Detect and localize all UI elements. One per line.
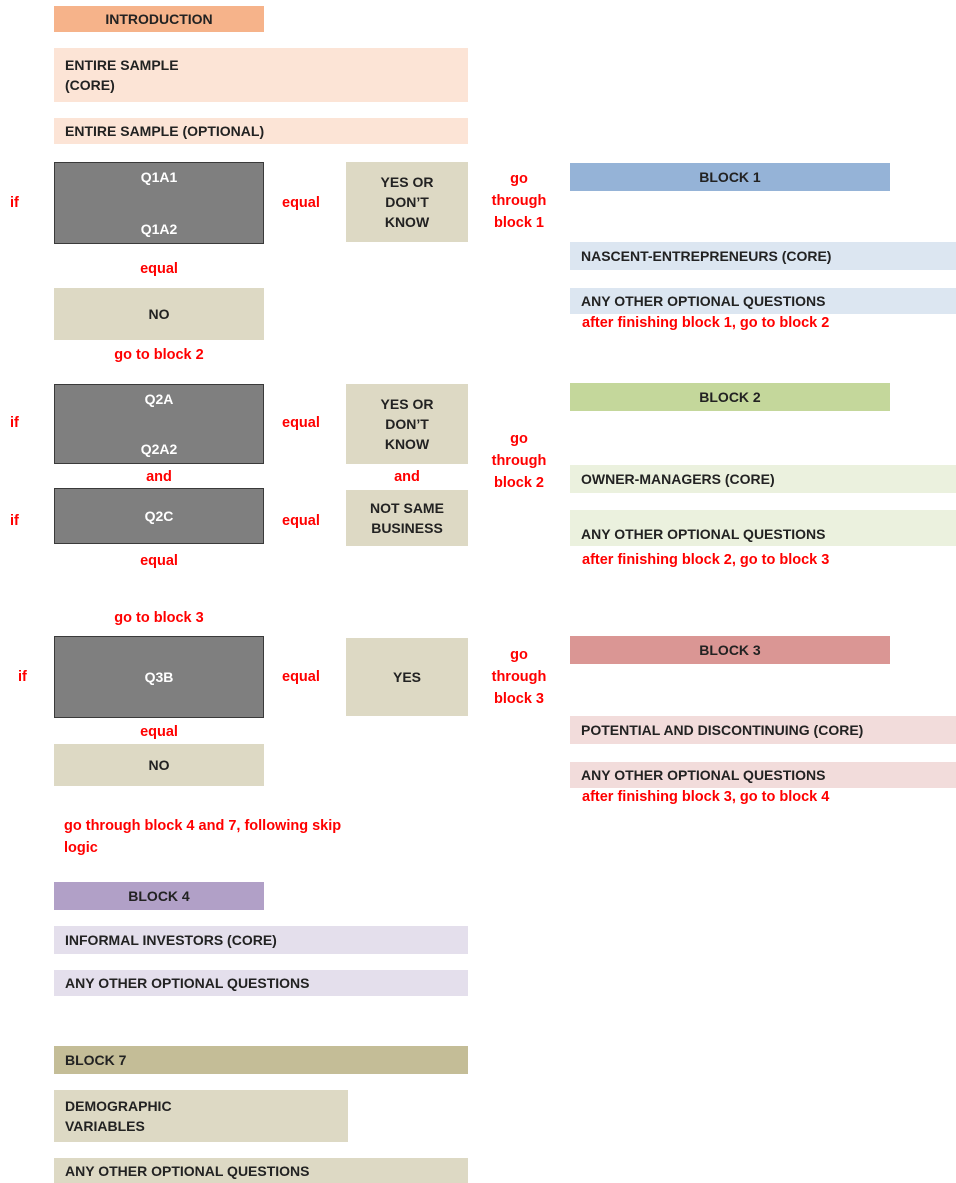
block1-optional-label: ANY OTHER OPTIONAL QUESTIONS	[581, 293, 826, 309]
block4-header-label: BLOCK 4	[128, 888, 190, 904]
block2-optional-row	[570, 510, 956, 546]
block2-core-label: OWNER-MANAGERS (CORE)	[581, 471, 775, 487]
section2-go-line1: go	[510, 431, 528, 447]
section2-go-line3: block 2	[494, 475, 544, 491]
answer2-line2: DON’T	[385, 416, 429, 432]
question-q1a1: Q1A1	[140, 169, 178, 185]
answer-not-same-line2: BUSINESS	[371, 520, 443, 536]
block1-optional-row	[570, 288, 956, 314]
section2-equal-1: equal	[282, 415, 320, 431]
section3-equal-below: equal	[140, 724, 178, 740]
section2-equal-below: equal	[140, 553, 178, 569]
entire-sample-core-line1: ENTIRE SAMPLE	[65, 57, 179, 73]
block3-after-note: after finishing block 3, go to block 4	[582, 789, 830, 805]
section3-go-next-line2: logic	[64, 840, 98, 856]
block3-header	[570, 636, 890, 664]
block2-core-row	[570, 465, 956, 493]
section2-and-right: and	[394, 469, 420, 485]
section2-equal-2: equal	[282, 513, 320, 529]
answer1-line1: YES OR	[380, 174, 434, 190]
question-q1a2: Q1A2	[140, 221, 178, 237]
section3-go-next-line1: go through block 4 and 7, following skip	[64, 818, 342, 834]
section2-go-to-block3: go to block 3	[114, 610, 204, 626]
section3-equal: equal	[282, 669, 320, 685]
section2-if-1: if	[10, 415, 19, 431]
answer-box-no-1	[54, 288, 264, 340]
block4-optional-row	[54, 970, 468, 996]
block3-core-row	[570, 716, 956, 744]
section3-if: if	[18, 669, 27, 685]
entire-sample-core-box	[54, 48, 468, 102]
section3-go-line2: through	[491, 669, 547, 685]
block3-optional-row	[570, 762, 956, 788]
section3-go-line3: block 3	[494, 691, 544, 707]
block4-core-label: INFORMAL INVESTORS (CORE)	[65, 932, 277, 948]
entire-sample-core-line2: (CORE)	[65, 77, 115, 93]
answer1-line3: KNOW	[384, 214, 430, 230]
section2-if-2: if	[10, 513, 19, 529]
answer-not-same-line1: NOT SAME	[370, 500, 444, 516]
block4-header	[54, 882, 264, 910]
introduction-label: INTRODUCTION	[105, 11, 213, 27]
section1-go-line3: block 1	[494, 215, 544, 231]
block3-header-label: BLOCK 3	[699, 642, 761, 658]
question-box-q1a	[54, 162, 264, 244]
question-q2c: Q2C	[144, 508, 174, 524]
section3-go-through-block3	[478, 644, 560, 710]
block2-header-label: BLOCK 2	[699, 389, 761, 405]
answer-box-not-same-business	[346, 490, 468, 546]
section1-go-line1: go	[510, 171, 528, 187]
block1-core-row	[570, 242, 956, 270]
block2-optional-label: ANY OTHER OPTIONAL QUESTIONS	[581, 526, 826, 542]
block7-header	[54, 1046, 468, 1074]
entire-sample-optional-box	[54, 118, 468, 144]
entire-sample-optional-label: ENTIRE SAMPLE (OPTIONAL)	[65, 123, 265, 139]
answer2-line1: YES OR	[380, 396, 434, 412]
answer-box-yes-dont-know-2	[346, 384, 468, 464]
introduction-box	[54, 6, 264, 32]
section3-go-next	[64, 815, 341, 859]
answer2-line3: KNOW	[384, 436, 430, 452]
block4-optional-label: ANY OTHER OPTIONAL QUESTIONS	[65, 975, 310, 991]
answer-box-yes-dont-know-1	[346, 162, 468, 242]
block7-optional-row	[54, 1158, 468, 1183]
question-q2a: Q2A	[144, 391, 174, 407]
section1-equal: equal	[282, 195, 320, 211]
section1-if: if	[10, 195, 19, 211]
answer-no-1-label: NO	[148, 306, 170, 322]
block7-header-label: BLOCK 7	[65, 1052, 127, 1068]
block7-demographic-line2: VARIABLES	[65, 1118, 145, 1134]
block1-header-label: BLOCK 1	[699, 169, 761, 185]
block1-header	[570, 163, 890, 191]
block1-after-note: after finishing block 1, go to block 2	[582, 315, 830, 331]
section2-and-left: and	[146, 469, 172, 485]
block7-demographic-line1: DEMOGRAPHIC	[65, 1098, 172, 1114]
section3-go-line1: go	[510, 647, 528, 663]
section1-go-to-block2: go to block 2	[114, 347, 204, 363]
answer-box-no-3	[54, 744, 264, 786]
section1-equal-below: equal	[140, 261, 178, 277]
question-box-q3b	[54, 636, 264, 718]
block1-core-label: NASCENT-ENTREPRENEURS (CORE)	[581, 248, 832, 264]
section2-go-through-block2	[478, 428, 560, 494]
section2-go-line2: through	[491, 453, 547, 469]
block3-core-label: POTENTIAL AND DISCONTINUING (CORE)	[581, 722, 864, 738]
block2-after-note: after finishing block 2, go to block 3	[582, 552, 830, 568]
block7-demographic-row	[54, 1090, 348, 1142]
answer-no-3-label: NO	[148, 757, 170, 773]
answer1-line2: DON’T	[385, 194, 429, 210]
block7-optional-label: ANY OTHER OPTIONAL QUESTIONS	[65, 1162, 310, 1179]
answer-yes-3-label: YES	[392, 669, 421, 685]
question-box-q2a	[54, 384, 264, 464]
block4-core-row	[54, 926, 468, 954]
section1-go-through-block1	[478, 168, 560, 234]
block2-header	[570, 383, 890, 411]
answer-box-yes-3	[346, 638, 468, 716]
question-q3b: Q3B	[144, 669, 174, 685]
question-box-q2c	[54, 488, 264, 544]
question-q2a2: Q2A2	[140, 441, 178, 457]
block3-optional-label: ANY OTHER OPTIONAL QUESTIONS	[581, 767, 826, 783]
section1-go-line2: through	[491, 193, 547, 209]
